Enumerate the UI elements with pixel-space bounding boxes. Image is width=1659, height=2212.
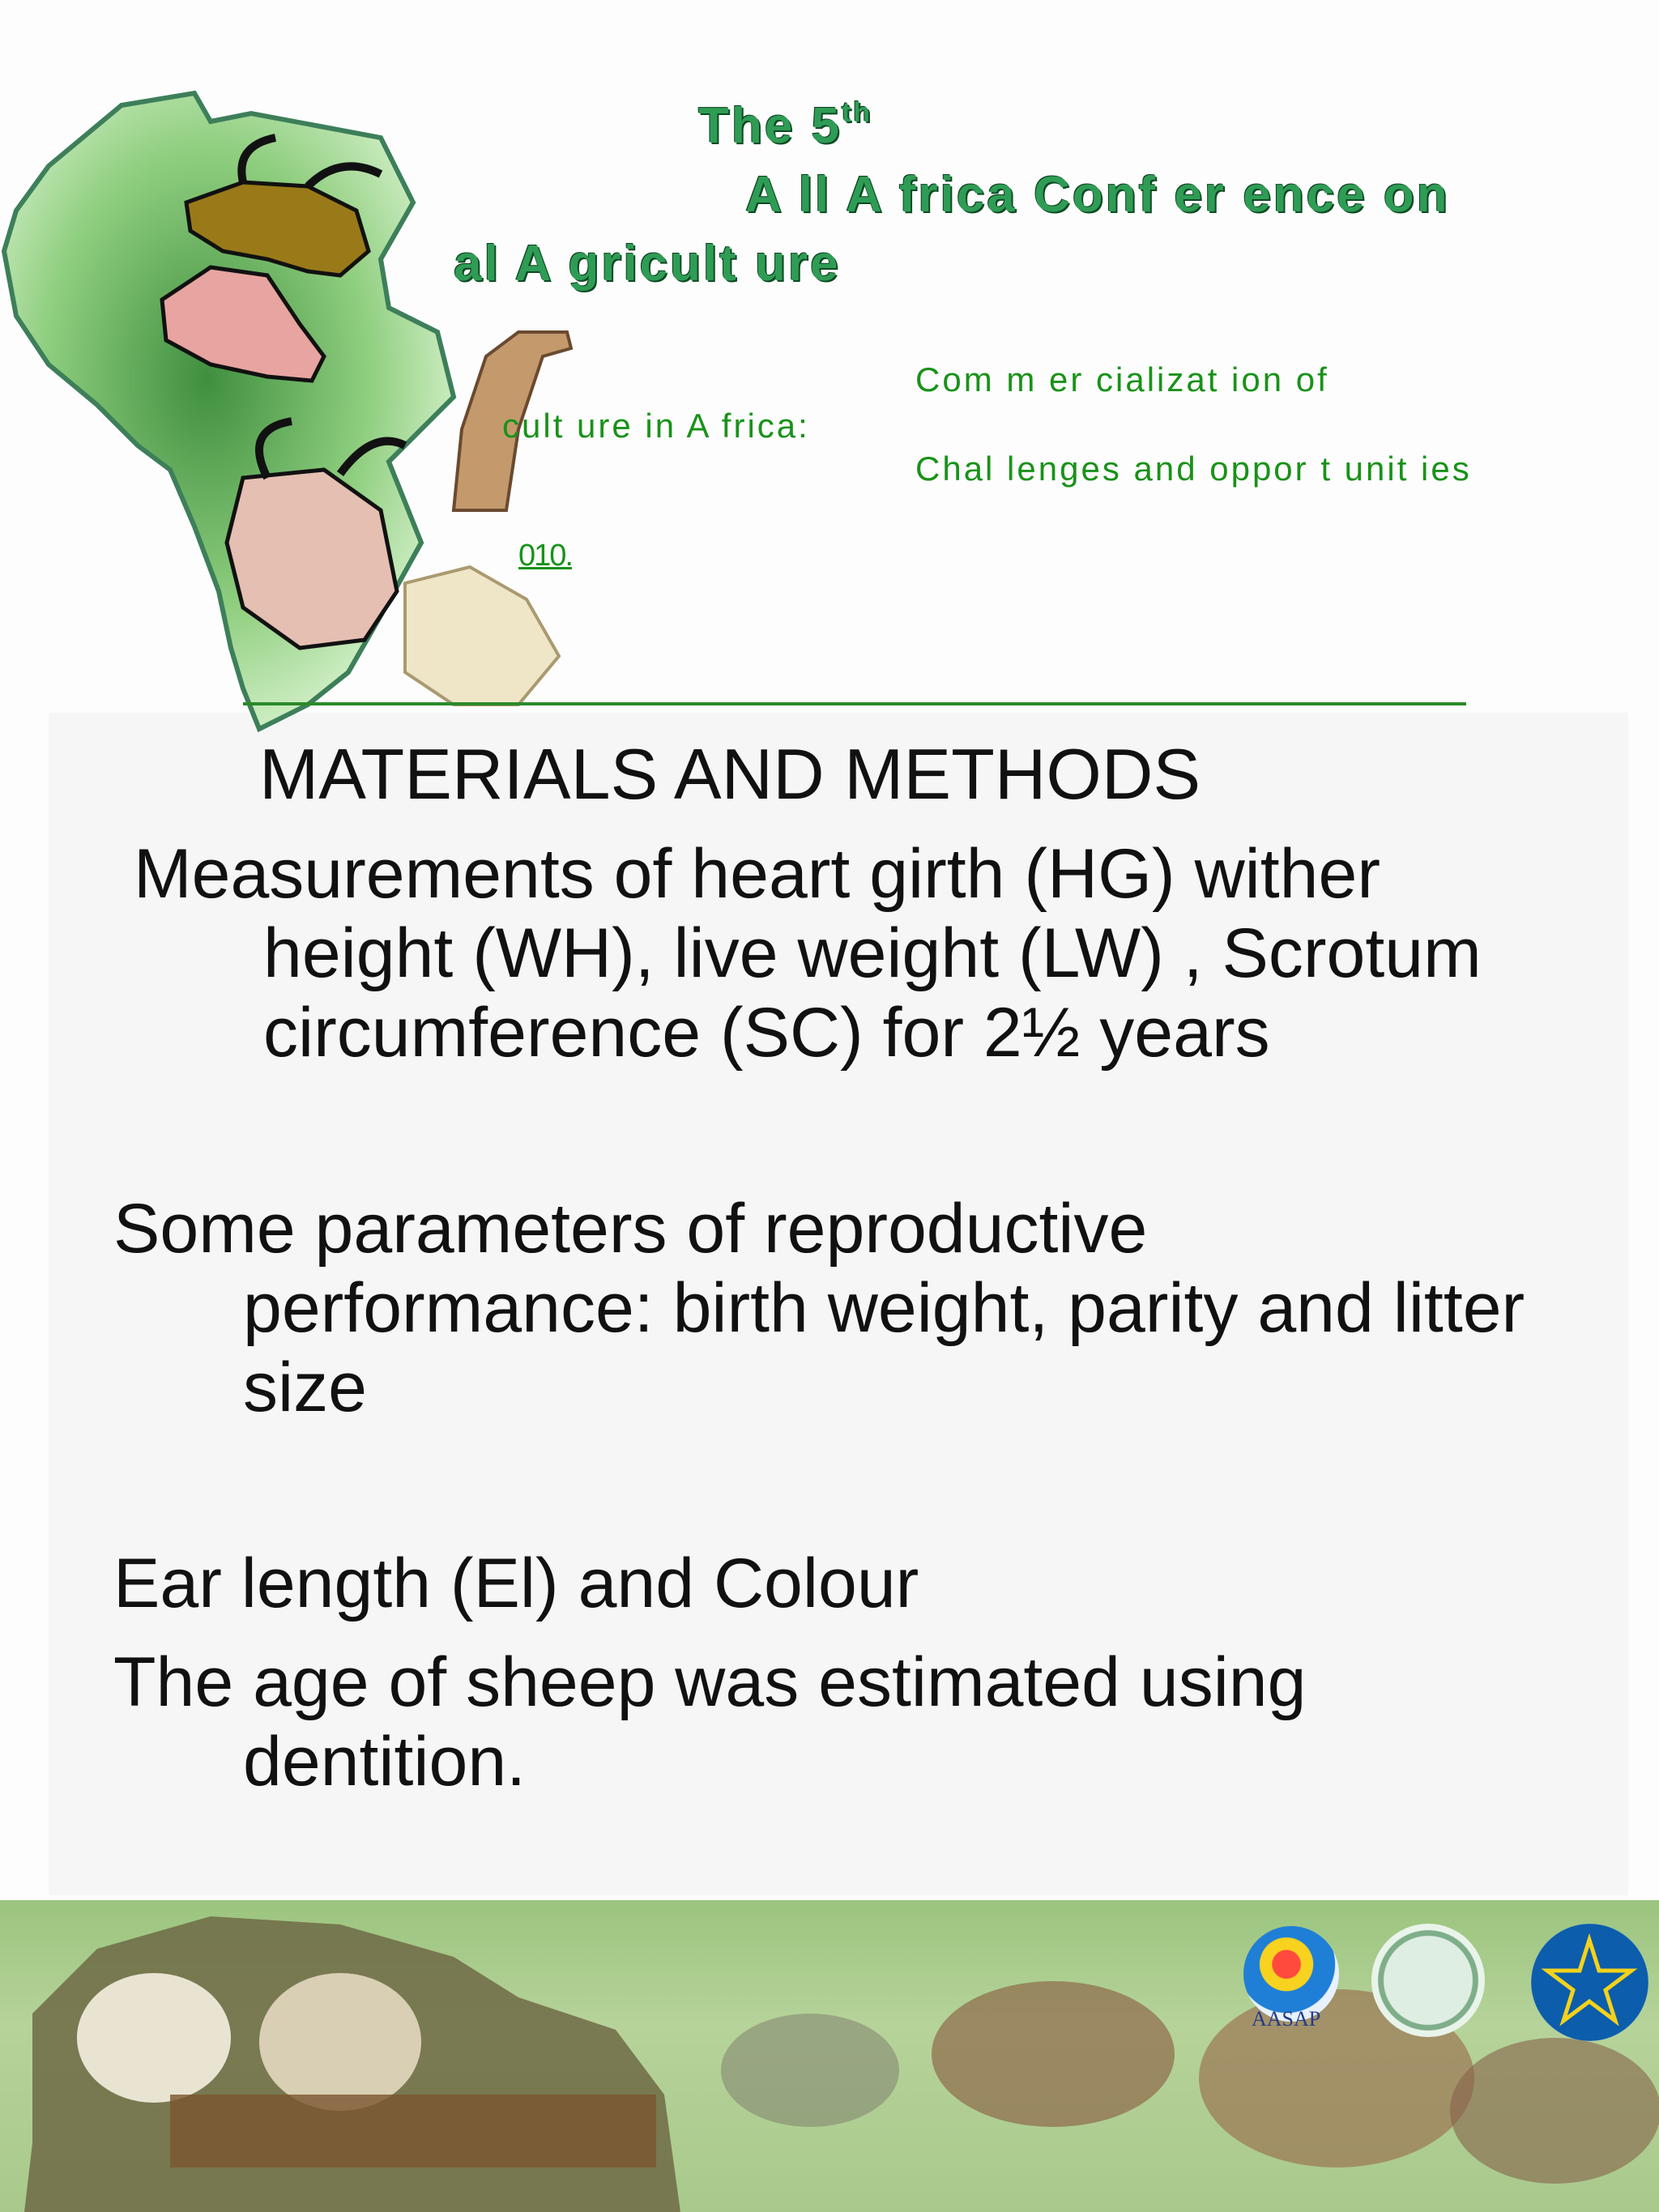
paragraph-first-line: The age of sheep was estimated using — [113, 1643, 1307, 1721]
star-icon — [1531, 1924, 1648, 2041]
aasap-logo-label: AASAP — [1252, 2007, 1321, 2031]
paragraph-continuation: dentition. — [243, 1723, 527, 1801]
paragraph-reproductive — [113, 1189, 1636, 1427]
section-title: MATERIALS AND METHODS — [259, 734, 1201, 814]
paragraph-first-line: Measurements of heart girth (HG) wither — [134, 835, 1380, 913]
header-divider — [243, 702, 1466, 705]
conference-title-line-3: al A gricult ure — [454, 236, 841, 292]
paragraph-continuation: height (WH), live weight (LW) , Scrotum circumference (SC) for 2½ years — [263, 914, 1482, 1072]
conference-title-line-2: A ll A frica Conf er ence on — [745, 167, 1450, 223]
paragraph-first-line: Some parameters of reproductive — [113, 1190, 1148, 1268]
conference-title-ordinal — [698, 97, 872, 155]
paragraph-first-line: Ear length (El) and Colour — [113, 1545, 919, 1622]
title-superscript: th — [841, 97, 873, 128]
paragraph-age-dentition — [113, 1643, 1636, 1801]
theme-line-1: Com m er cializat ion of — [915, 360, 1329, 399]
paragraph-continuation: performance: birth weight, parity and litter size — [243, 1269, 1525, 1426]
paragraph-ear-length — [113, 1544, 1636, 1623]
date-fragment: 010. — [518, 539, 572, 573]
ethiopian-star-emblem-icon — [1531, 1924, 1648, 2041]
institution-emblem-icon — [1371, 1924, 1485, 2037]
theme-line-3: Chal lenges and oppor t unit ies — [915, 450, 1472, 488]
paragraph-measurements — [134, 834, 1657, 1072]
conference-logo-africa-map — [0, 89, 583, 737]
theme-line-2: cult ure in A frica: — [502, 407, 810, 445]
title-the-5: The 5 — [698, 98, 842, 154]
